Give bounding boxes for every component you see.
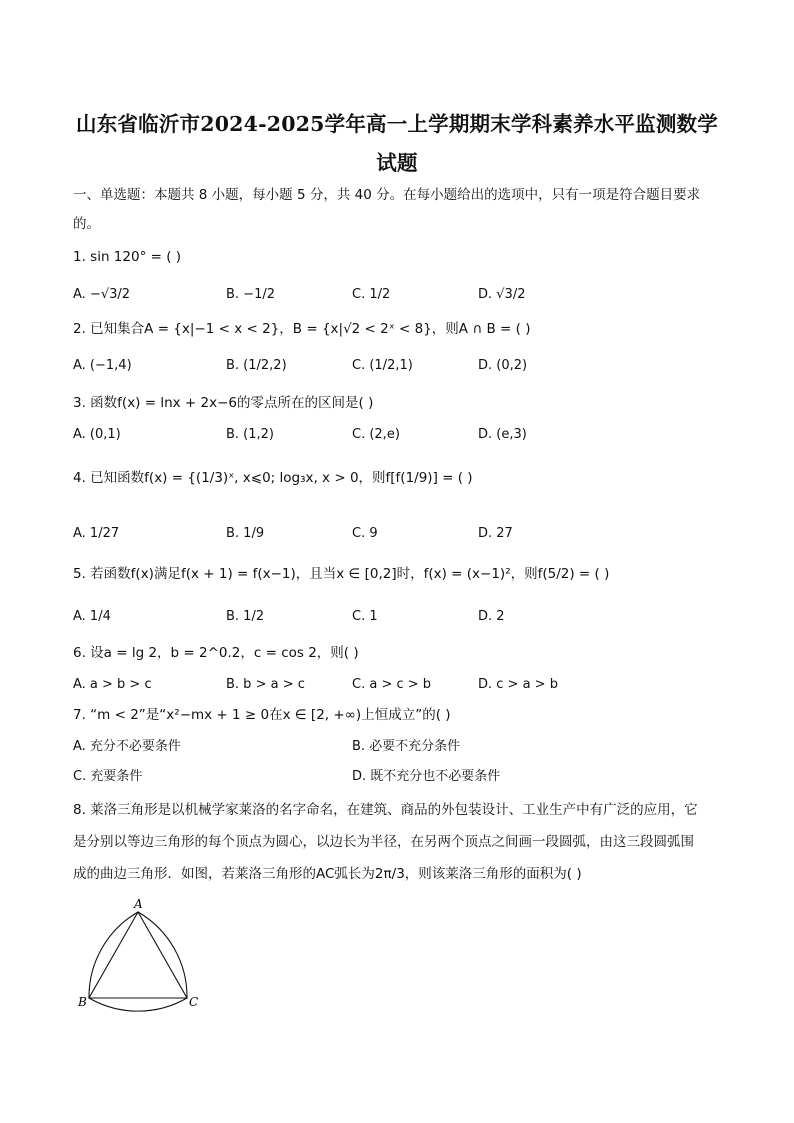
- question-5-option-a: A. 1/4: [73, 609, 111, 624]
- question-2-option-a: A. (−1,4): [73, 358, 132, 373]
- question-6-option-c: C. a > c > b: [352, 677, 432, 692]
- question-6-option-d: D. c > a > b: [478, 677, 558, 692]
- equilateral-triangle: [89, 912, 187, 998]
- question-2-option-b: B. (1/2,2): [226, 358, 287, 373]
- question-7-option-d: D. 既不充分也不必要条件: [352, 769, 501, 784]
- question-8-stem-line3: 成的曲边三角形．如图，若莱洛三角形的AC弧长为2π/3，则该莱洛三角形的面积为( ): [73, 866, 582, 882]
- question-6-option-b: B. b > a > c: [226, 677, 305, 692]
- question-2-stem: 2. 已知集合A = {x|−1 < x < 2}，B = {x|√2 < 2ˣ < 8}，则A ∩ B = ( ): [73, 321, 531, 337]
- question-7-option-c: C. 充要条件: [73, 769, 143, 784]
- question-5-option-c: C. 1: [352, 609, 378, 624]
- question-1-option-c: C. 1/2: [352, 287, 391, 302]
- question-3-option-c: C. (2,e): [352, 427, 400, 442]
- question-2-option-d: D. (0,2): [478, 358, 528, 373]
- question-1-option-b: B. −1/2: [226, 287, 275, 302]
- question-2-option-c: C. (1/2,1): [352, 358, 413, 373]
- reuleaux-arcs: [89, 912, 187, 1011]
- question-7-option-a: A. 充分不必要条件: [73, 739, 181, 754]
- reuleaux-triangle-figure: [70, 898, 210, 1018]
- question-4-option-b: B. 1/9: [226, 526, 265, 541]
- question-4-stem: 4. 已知函数f(x) = {(1/3)ˣ, x⩽0; log₃x, x > 0，则f[f(1/9)] = ( ): [73, 470, 473, 486]
- exam-title-line1: 山东省临沂市2024-2025学年高一上学期期末学科素养水平监测数学: [76, 112, 718, 136]
- question-5-option-b: B. 1/2: [226, 609, 265, 624]
- question-6-stem: 6. 设a = lg 2，b = 2^0.2，c = cos 2，则( ): [73, 645, 359, 661]
- question-4-option-a: A. 1/27: [73, 526, 120, 541]
- question-3-option-d: D. (e,3): [478, 427, 527, 442]
- question-3-option-b: B. (1,2): [226, 427, 275, 442]
- question-1-stem: 1. sin 120° = ( ): [73, 249, 182, 265]
- question-6-option-a: A. a > b > c: [73, 677, 152, 692]
- question-8-stem-line2: 是分别以等边三角形的每个顶点为圆心，以边长为半径，在另两个顶点之间画一段圆弧，由这三段圆弧围: [73, 834, 694, 850]
- vertex-label-a: A: [134, 898, 143, 911]
- question-4-option-c: C. 9: [352, 526, 378, 541]
- question-3-option-a: A. (0,1): [73, 427, 121, 442]
- question-5-stem: 5. 若函数f(x)满足f(x + 1) = f(x−1)，且当x ∈ [0,2]时，f(x) = (x−1)²，则f(5/2) = ( ): [73, 566, 610, 582]
- exam-title-line2: 试题: [376, 151, 418, 175]
- question-1-option-a: A. −√3/2: [73, 287, 131, 302]
- section-intro-line2: 的。: [73, 216, 100, 232]
- question-1-option-d: D. √3/2: [478, 287, 526, 302]
- section-intro-line1: 一、单选题：本题共 8 小题，每小题 5 分，共 40 分。在每小题给出的选项中，只有一项是符合题目要求: [73, 187, 701, 203]
- question-7-option-b: B. 必要不充分条件: [352, 739, 461, 754]
- question-8-stem-line1: 8. 莱洛三角形是以机械学家莱洛的名字命名，在建筑、商品的外包装设计、工业生产中有广泛的应用，它: [73, 802, 698, 818]
- vertex-label-b: B: [78, 995, 87, 1009]
- question-4-option-d: D. 27: [478, 526, 513, 541]
- question-7-stem: 7. “m < 2”是“x²−mx + 1 ≥ 0在x ∈ [2, +∞)上恒成立”的( ): [73, 707, 451, 723]
- question-5-option-d: D. 2: [478, 609, 505, 624]
- question-3-stem: 3. 函数f(x) = lnx + 2x−6的零点所在的区间是( ): [73, 395, 374, 411]
- vertex-label-c: C: [189, 995, 199, 1009]
